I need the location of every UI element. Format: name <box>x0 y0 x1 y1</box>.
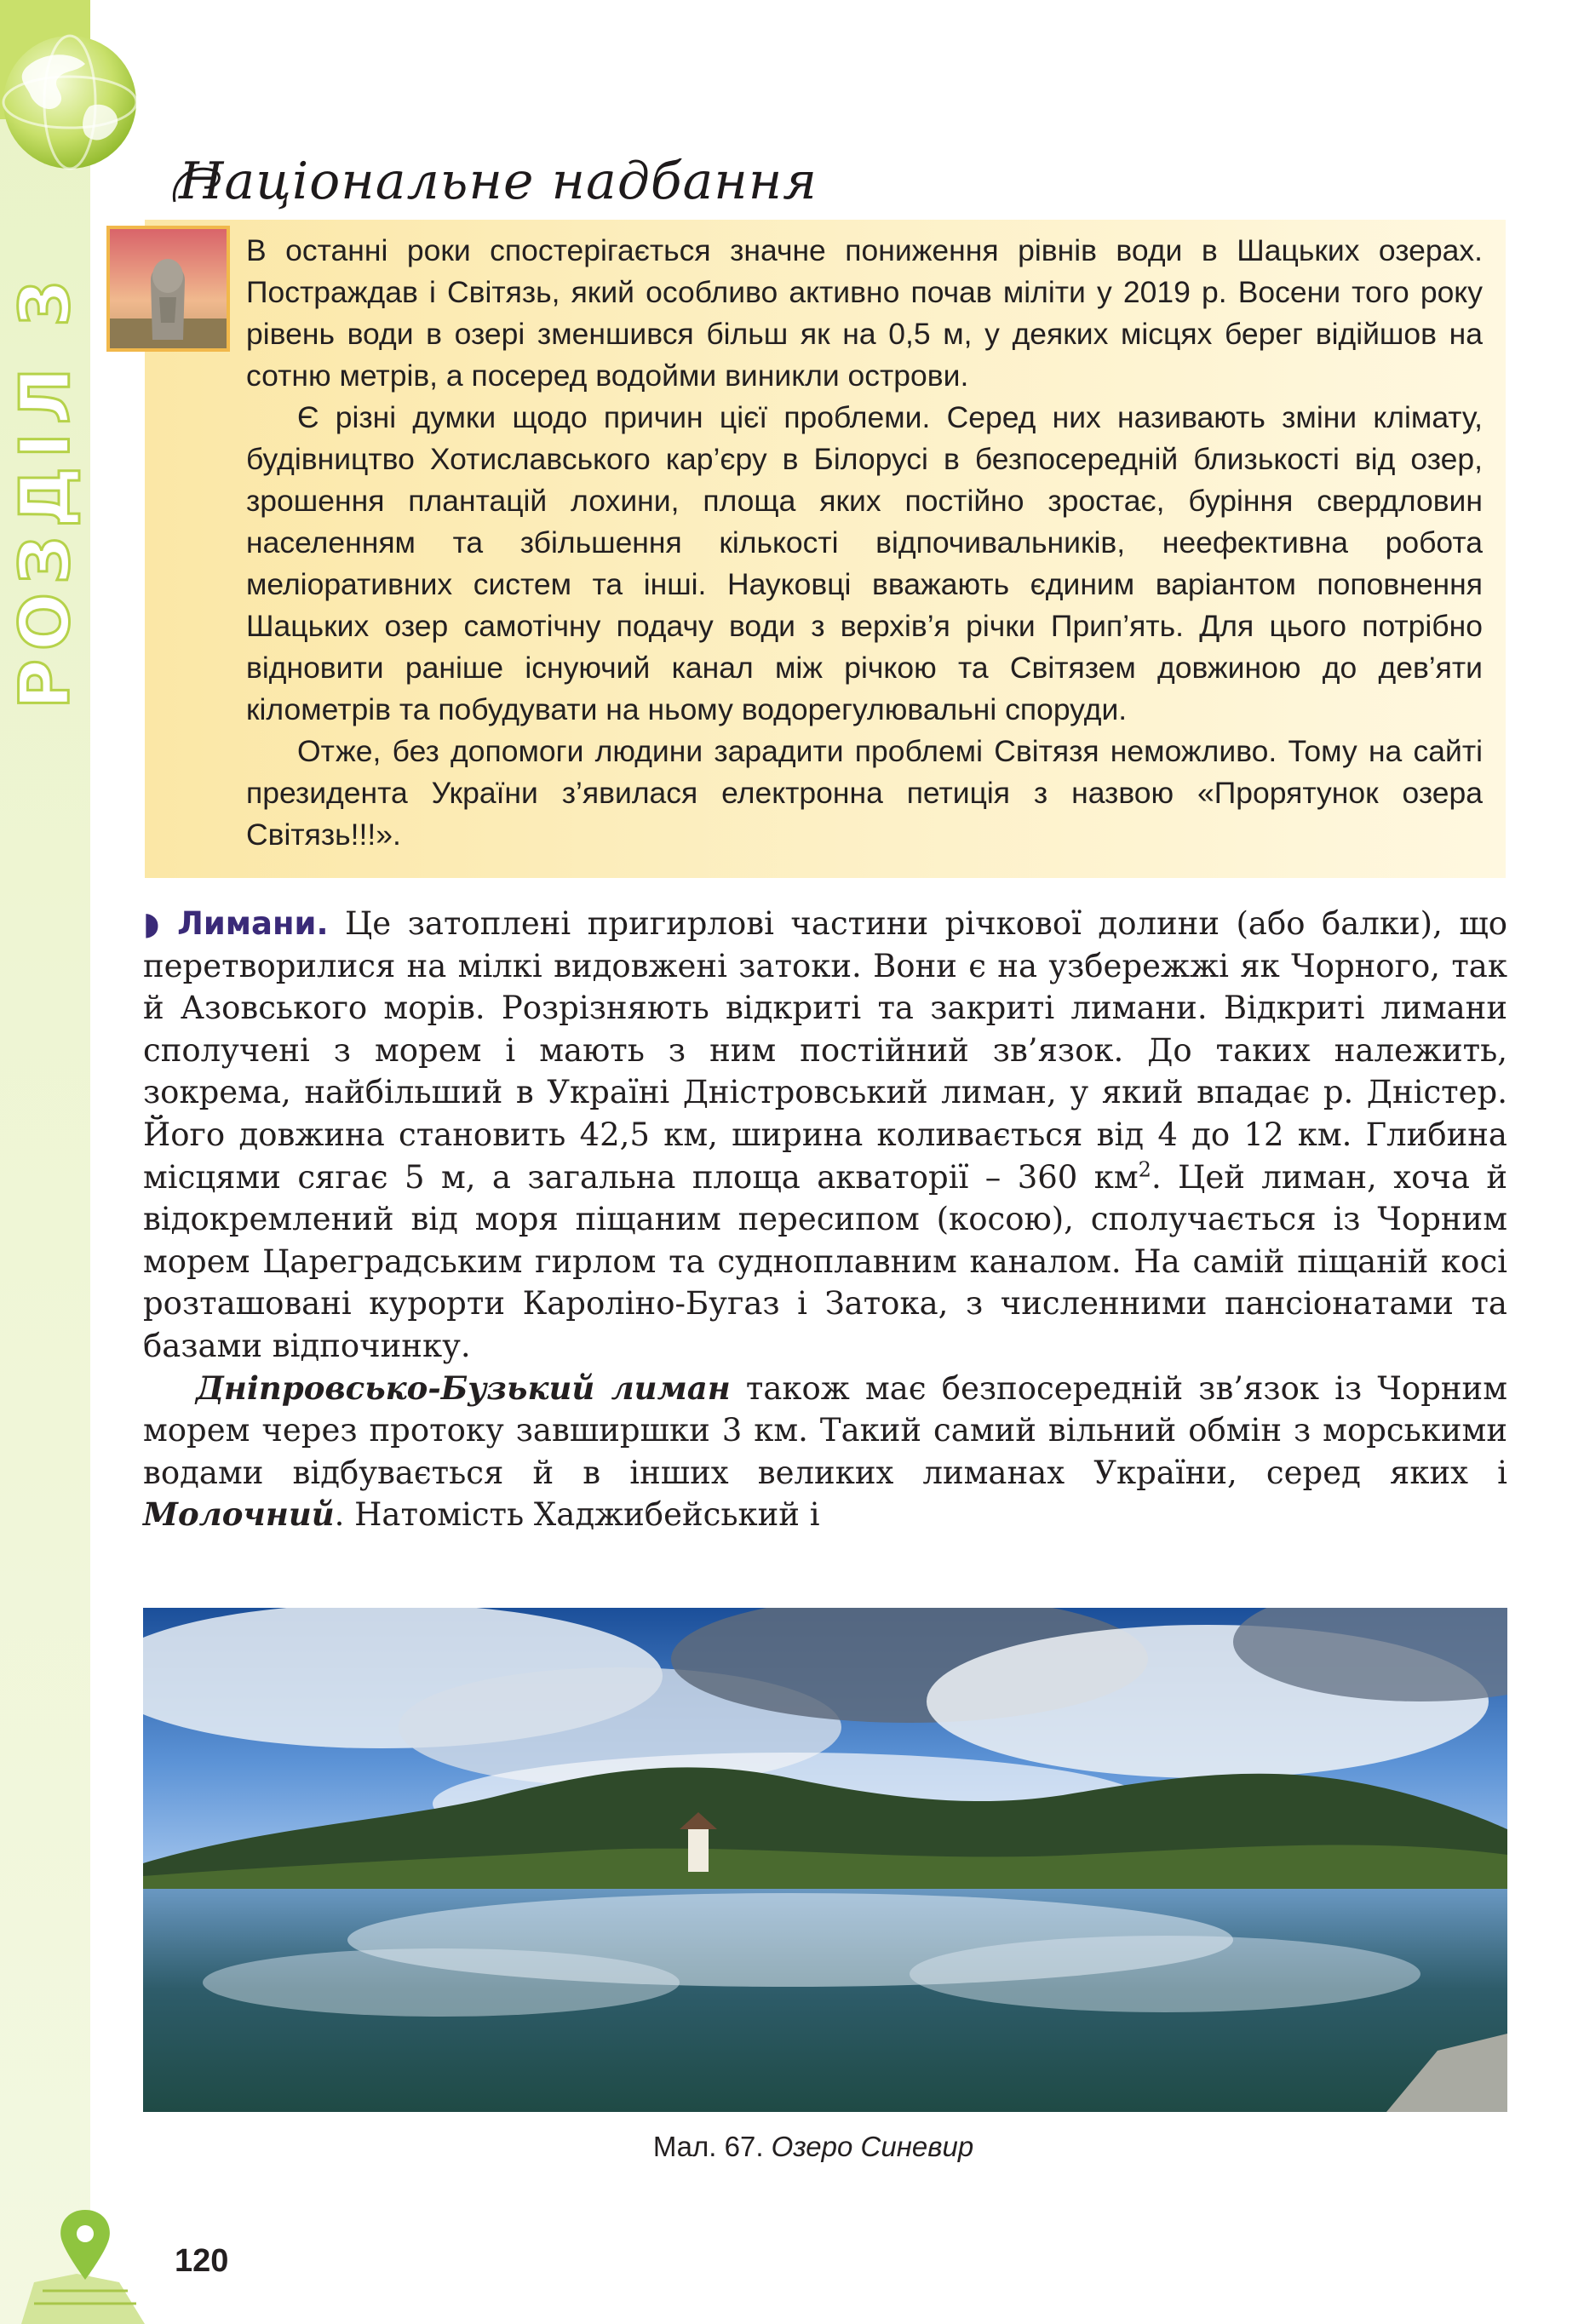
term-molochnyi: Молочний <box>143 1495 335 1534</box>
globe-icon <box>0 26 141 175</box>
dnipro-text: також має безпосередній зв’язок із Чорним морем через протоку завширшки 3 км. Такий самий вільний обмін з морськими водами відбувається й в інших великих лиманах України, серед яких і <box>143 1369 1507 1491</box>
term-limany: Лимани. <box>177 905 329 942</box>
caption-title: Озеро Синевир <box>771 2131 974 2162</box>
stone-idol-thumbnail <box>106 226 230 352</box>
lake-photo <box>143 1608 1507 2112</box>
superscript: 2 <box>1138 1157 1151 1182</box>
chapter-label: РОЗДІЛ 3 <box>5 270 85 709</box>
limany-paragraph <box>143 903 1507 1368</box>
heritage-section-title: Національне надбання <box>179 152 818 211</box>
map-pin-icon <box>17 2201 153 2324</box>
caption-prefix: Мал. 67. <box>652 2131 764 2162</box>
figure-caption <box>0 2131 1584 2163</box>
dnipro-paragraph <box>143 1368 1507 1536</box>
dnipro-text-cont: . Натомість Хаджибейський і <box>334 1496 820 1534</box>
heritage-paragraph: Є різні думки щодо причин цієї проблеми. Серед них називають зміни клімату, будівництво Хотиславського кар’єру в Білорусі в безпосередній близькості від озер, зрошення плантацій лохини, площа яких постійно зростає, буріння свердловин населенням та збільшення кількості відпочивальників, неефективна робота меліоративних систем та інші. Науковці вважають єдиним варіантом поповнення Шацьких озер самотічну подачу води з верхів’я річки Прип’ять. Для цього потрібно відновити раніше існуючий канал між річкою та Світязем довжиною до дев’яти кілометрів та побудувати на ньому водорегулювальні споруди. <box>246 400 1483 726</box>
term-dnipro-buzkyi: Дніпровсько-Бузький лиман <box>196 1369 731 1407</box>
heritage-text <box>246 230 1483 856</box>
bullet-icon: ◗ <box>143 905 178 942</box>
heritage-paragraph: В останні роки спостерігається значне пониження рівнів води в Шацьких озерах. Постраждав і Світязь, який особливо активно почав міліти у 2019 р. Восени того року рівень води в озері зменшився більш як на 0,5 м, у деяких місцях берег відійшов на сотню метрів, а посеред водойми виникли острови. <box>246 233 1483 393</box>
limany-text-cont: . Цей лиман, хоча й відокремлений від моря піщаним пересипом (косою), сполучається із Чорним морем Цареградським гирлом та судноплавним каналом. На самій піщаній косі розташовані курорти Кароліно-Бугаз і Затока, з численними пансіонатами та базами відпочинку. <box>143 1158 1507 1364</box>
limany-text: Це затоплені пригирлові частини річкової долини (або балки), що перетворилися на мілкі видовжені затоки. Вони є на узбережжі як Чорного, так й Азовського морів. Розрізняють відкриті та закриті лимани. Відкриті лимани сполучені з морем і мають з ним постійний зв’язок. До таких належить, зокрема, найбільший в Україні Дністровський лиман, у який впадає р. Дністер. Його довжина становить 42,5 км, ширина коливається від 4 до 12 км. Глибина місцями сягає 5 м, а загальна площа акваторії – 360 км <box>143 905 1508 1196</box>
heritage-paragraph: Отже, без допомоги людини зарадити проблемі Світязя неможливо. Тому на сайті президента України з’явилася електронна петиція з назвою «Прорятунок озера Світязь!!!». <box>246 734 1483 852</box>
main-text <box>143 903 1507 1536</box>
page-number: 120 <box>175 2243 229 2279</box>
